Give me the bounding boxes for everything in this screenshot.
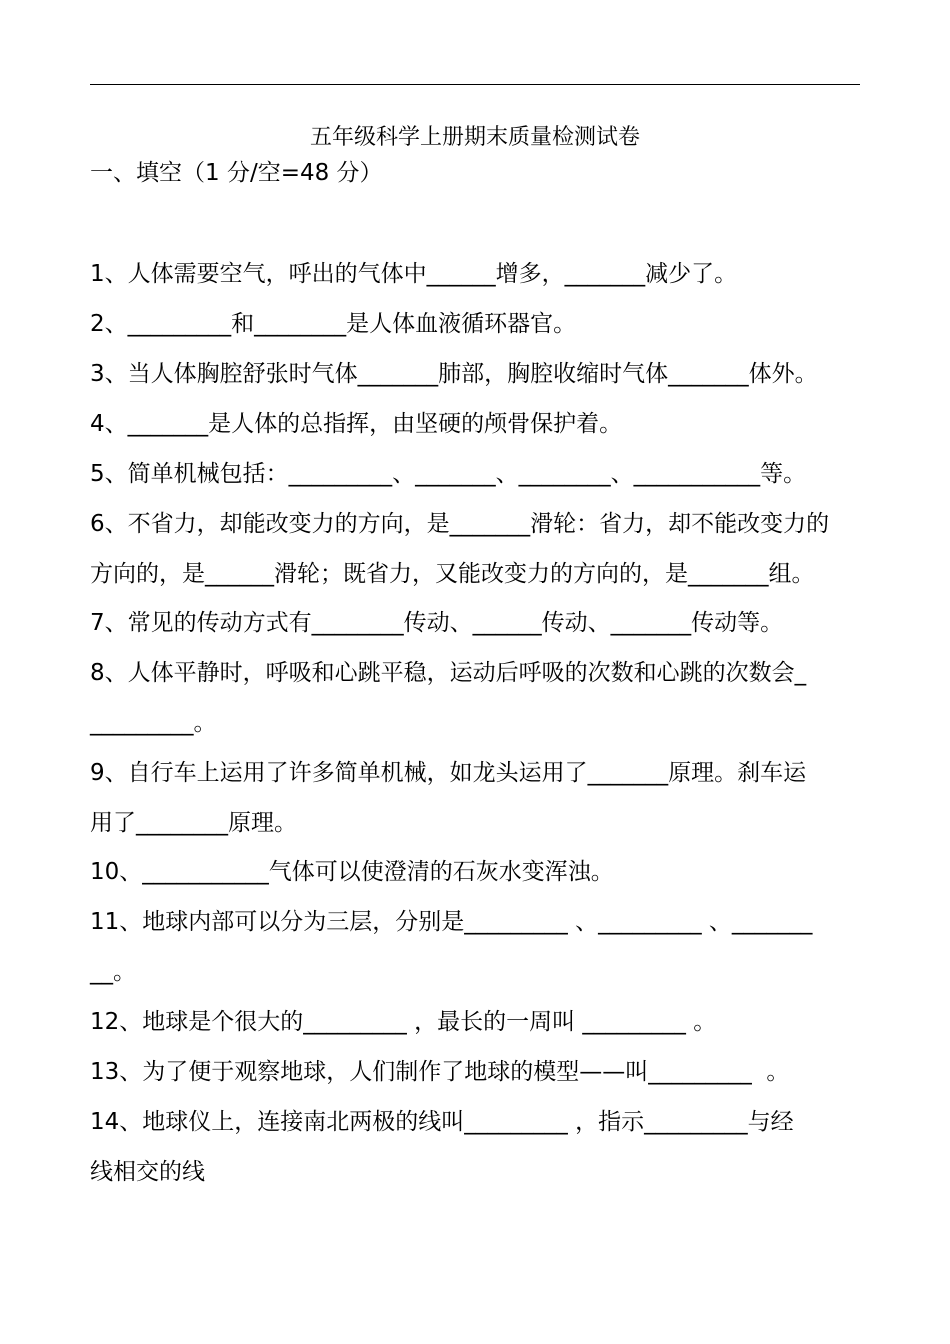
question-line: 10、___________气体可以使澄清的石灰水变浑浊。 bbox=[90, 859, 614, 885]
question-line: 方向的，是______滑轮；既省力，又能改变力的方向的，是_______组。 bbox=[90, 561, 815, 587]
question-line: __。 bbox=[90, 959, 136, 985]
question-line: 12、地球是个很大的_________ ，最长的一周叫 _________ 。 bbox=[90, 1009, 717, 1035]
question-line: 4、_______是人体的总指挥，由坚硬的颅骨保护着。 bbox=[90, 411, 623, 437]
question-line: 2、_________和________是人体血液循环器官。 bbox=[90, 311, 577, 337]
question-line: 用了________原理。 bbox=[90, 810, 297, 836]
header-rule bbox=[90, 84, 860, 85]
question-line: _________。 bbox=[90, 710, 217, 736]
question-line: 6、不省力，却能改变力的方向，是_______滑轮：省力，却不能改变力的 bbox=[90, 511, 830, 537]
question-line: 8、人体平静时，呼吸和心跳平稳，运动后呼吸的次数和心跳的次数会_ bbox=[90, 660, 807, 686]
question-line: 13、为了便于观察地球，人们制作了地球的模型——叫_________ 。 bbox=[90, 1059, 790, 1085]
question-line: 3、当人体胸腔舒张时气体_______肺部，胸腔收缩时气体_______体外。 bbox=[90, 361, 818, 387]
question-line: 5、简单机械包括：_________、_______、________、___________等。 bbox=[90, 461, 807, 487]
question-line: 11、地球内部可以分为三层，分别是_________ 、_________ 、_______ bbox=[90, 909, 813, 935]
page-title: 五年级科学上册期末质量检测试卷 bbox=[309, 125, 640, 150]
section-heading: 一、填空（1 分/空=48 分） bbox=[90, 160, 383, 186]
question-line: 7、常见的传动方式有________传动、______传动、_______传动等。 bbox=[90, 610, 784, 636]
question-line: 线相交的线 bbox=[90, 1159, 205, 1185]
question-line: 1、人体需要空气，呼出的气体中______增多，_______减少了。 bbox=[90, 261, 738, 287]
question-line: 9、自行车上运用了许多简单机械，如龙头运用了_______原理。刹车运 bbox=[90, 760, 807, 786]
question-line: 14、地球仪上，连接南北两极的线叫_________ ，指示_________与经 bbox=[90, 1109, 794, 1135]
